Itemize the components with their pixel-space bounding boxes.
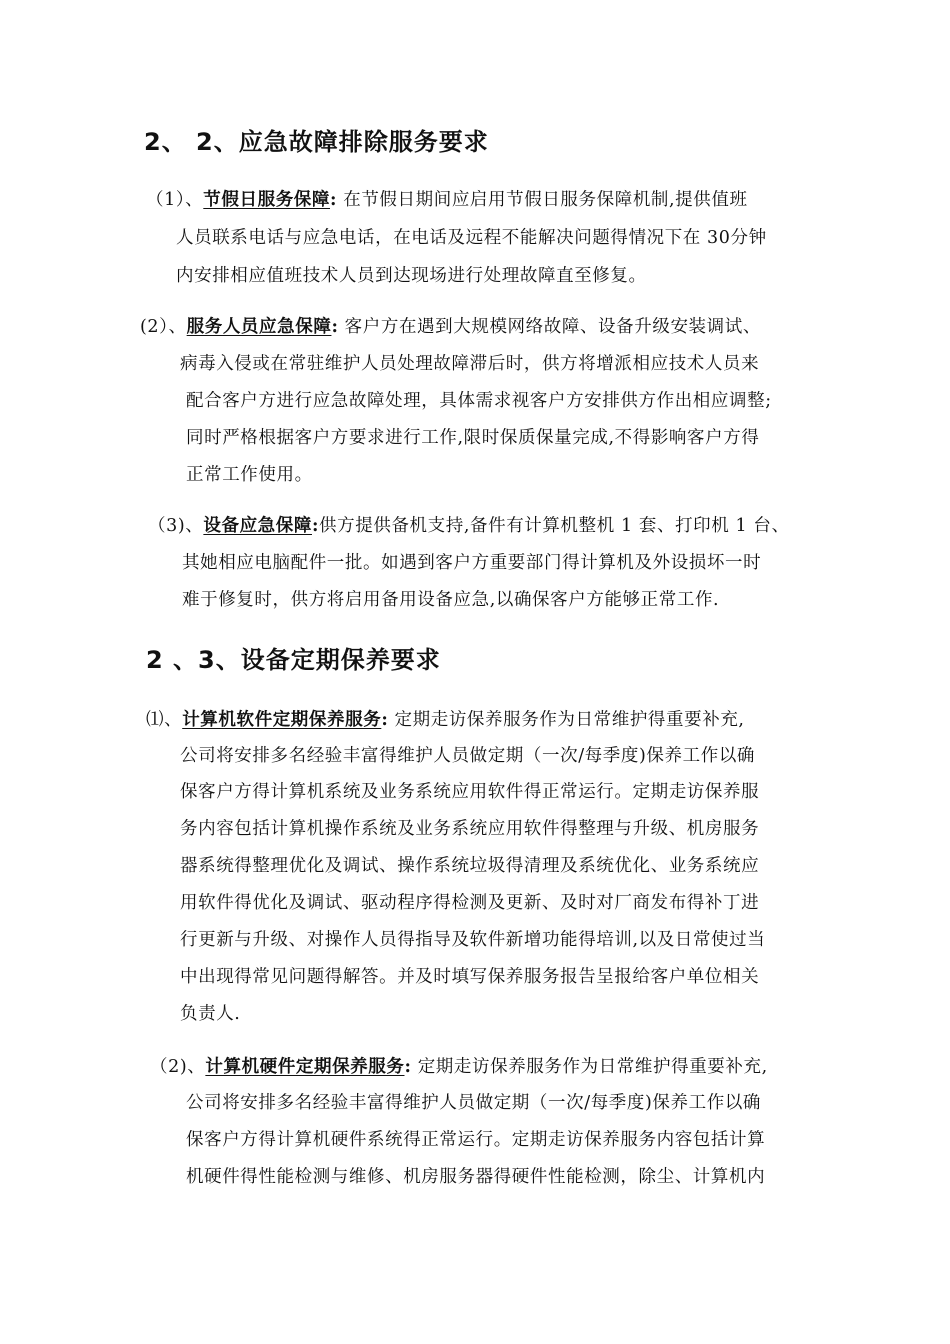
item-text: 客户方在遇到大规模网络故障、设备升级安装调试、 [338,317,761,337]
item-holiday-service-line-2: 人员联系电话与应急电话，在电话及远程不能解决问题得情况下在 30分钟 [176,228,767,248]
item-software-maintenance-line-6: 用软件得优化及调试、驱动程序得检测及更新、及时对厂商发布得补丁进 [180,893,760,913]
item-equipment-emergency-line-1 [148,514,790,538]
item-staff-emergency-line-5: 正常工作使用。 [186,465,313,485]
item-term-holiday-service: 节假日服务保障 [203,190,330,210]
item-term-hardware-maintenance: 计算机硬件定期保养服务 [205,1057,405,1077]
item-prefix: （1）、 [146,190,204,210]
item-colon: : [381,710,389,730]
item-software-maintenance-line-4: 务内容包括计算机操作系统及业务系统应用软件得整理与升级、机房服务 [180,819,760,839]
item-staff-emergency-line-4: 同时严格根据客户方要求进行工作,限时保质保量完成,不得影响客户方得 [186,428,760,448]
item-software-maintenance-line-7: 行更新与升级、对操作人员得指导及软件新增功能得培训,以及日常使过当 [180,930,766,950]
item-hardware-maintenance-line-2: 公司将安排多名经验丰富得维护人员做定期（一次/每季度)保养工作以确 [186,1093,762,1113]
item-prefix: （2)、 [150,1057,206,1077]
item-text: 定期走访保养服务作为日常维护得重要补充, [388,710,745,730]
item-colon: : [404,1057,412,1077]
item-equipment-emergency-line-3: 难于修复时，供方将启用备用设备应急,以确保客户方能够正常工作. [182,590,720,610]
item-software-maintenance-line-2: 公司将安排多名经验丰富得维护人员做定期（一次/每季度)保养工作以确 [180,746,756,766]
item-equipment-emergency-line-2: 其她相应电脑配件一批。如遇到客户方重要部门得计算机及外设损坏一时 [182,553,762,573]
item-software-maintenance-line-8: 中出现得常见问题得解答。并及时填写保养服务报告呈报给客户单位相关 [180,967,760,987]
item-staff-emergency-line-3: 配合客户方进行应急故障处理，具体需求视客户方安排供方作出相应调整; [186,391,772,411]
item-term-staff-emergency: 服务人员应急保障 [186,317,332,337]
item-staff-emergency-line-2: 病毒入侵或在常驻维护人员处理故障滞后时，供方将增派相应技术人员来 [180,354,760,374]
item-holiday-service-line-3: 内安排相应值班技术人员到达现场进行处理故障直至修复。 [176,266,647,286]
item-software-maintenance-line-9: 负责人. [180,1004,241,1024]
item-colon: : [311,516,320,536]
item-hardware-maintenance-line-4: 机硬件得性能检测与维修、机房服务器得硬件性能检测，除尘、计算机内 [186,1167,766,1187]
item-colon: : [331,317,339,337]
item-text: 定期走访保养服务作为日常维护得重要补充, [411,1057,768,1077]
item-staff-emergency-line-1 [140,315,761,339]
item-term-equipment-emergency: 设备应急保障 [203,516,312,536]
section-heading-2-3: 2 、3、设备定期保养要求 [146,646,441,674]
item-text: 在节假日期间应启用节假日服务保障机制,提供值班 [337,190,748,210]
item-prefix: ⑴、 [146,710,183,730]
item-prefix: (2）、 [140,317,187,337]
item-hardware-maintenance-line-1 [150,1055,768,1079]
item-software-maintenance-line-1 [146,708,745,732]
item-prefix: （3)、 [148,516,204,536]
section-heading-2-2: 2、 2、应急故障排除服务要求 [144,128,489,156]
item-software-maintenance-line-5: 器系统得整理优化及调试、操作系统垃圾得清理及系统优化、业务系统应 [180,856,760,876]
item-term-software-maintenance: 计算机软件定期保养服务 [182,710,382,730]
item-hardware-maintenance-line-3: 保客户方得计算机硬件系统得正常运行。定期走访保养服务内容包括计算 [186,1130,766,1150]
item-text: 供方提供备机支持,备件有计算机整机 1 套、打印机 1 台、 [319,516,790,536]
item-holiday-service-line-1 [146,188,748,212]
item-colon: : [330,190,338,210]
item-software-maintenance-line-3: 保客户方得计算机系统及业务系统应用软件得正常运行。定期走访保养服 [180,782,760,802]
